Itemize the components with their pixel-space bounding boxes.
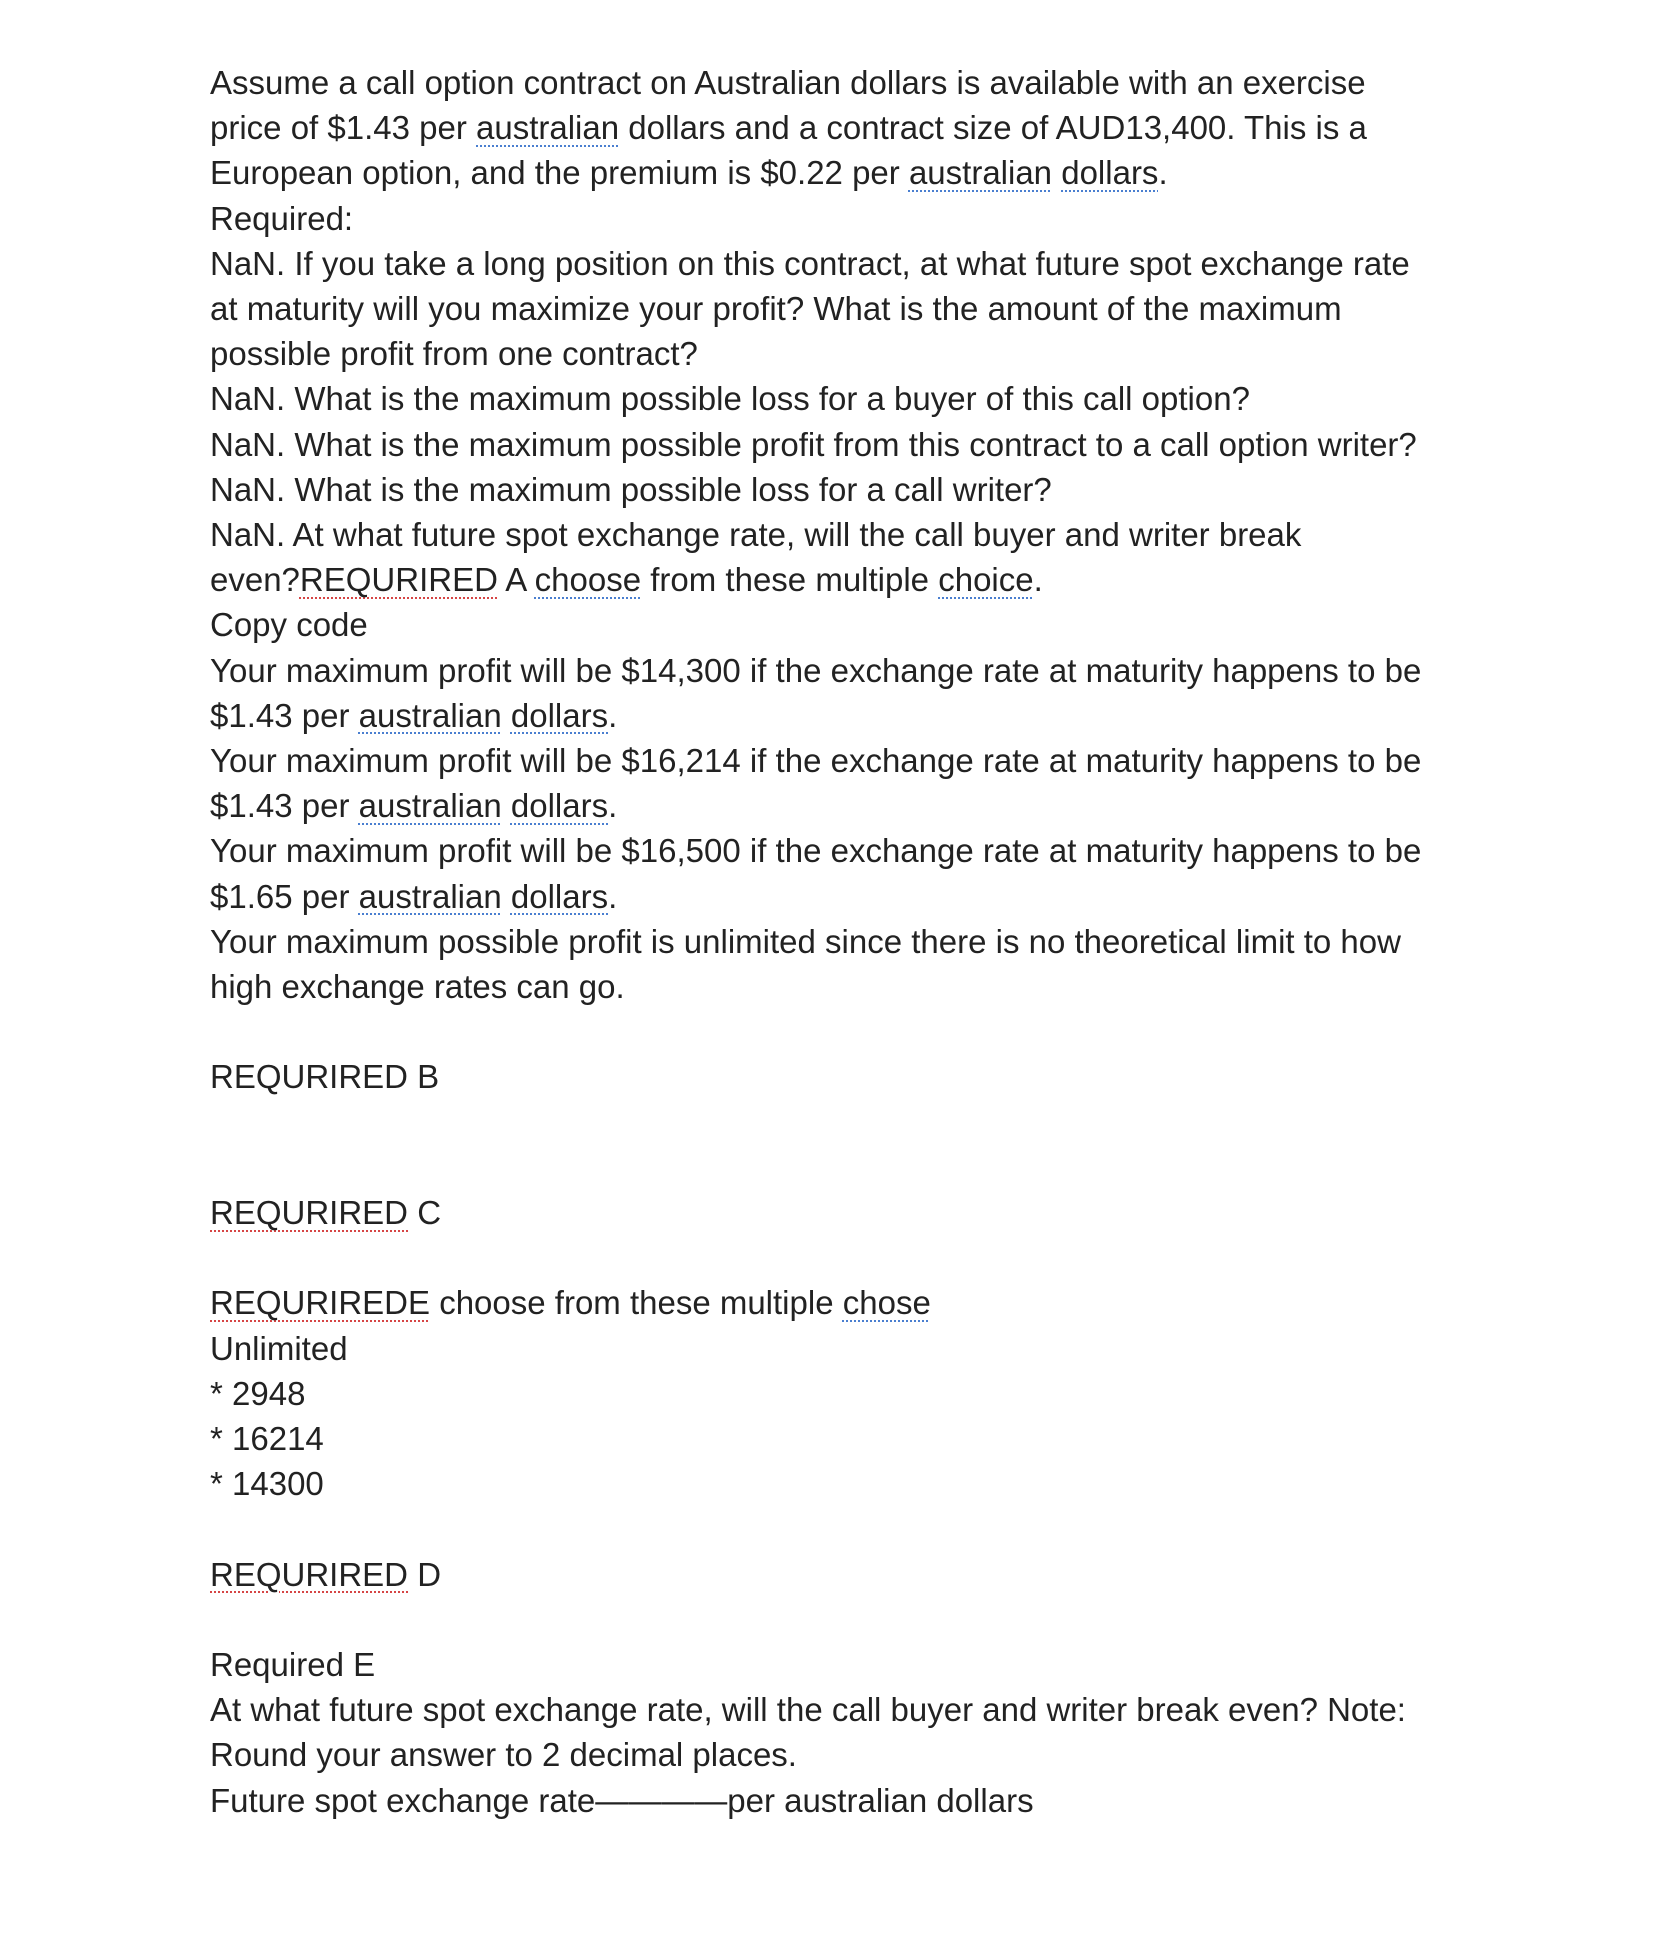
- grammar-flag[interactable]: dollars: [1061, 154, 1159, 192]
- choice-a1-line-1: Your maximum profit will be $14,300 if the exchange rate at maturity happens to be: [210, 651, 1422, 689]
- choice-a2-line-1: Your maximum profit will be $16,214 if the exchange rate at maturity happens to be: [210, 742, 1422, 780]
- spelling-flag[interactable]: REQURIRED: [299, 561, 498, 599]
- grammar-flag[interactable]: dollars: [510, 787, 609, 825]
- text: European option, and the premium is $0.22 per: [210, 154, 909, 192]
- copy-code-label: Copy code: [210, 606, 368, 644]
- required-b-heading: REQURIRED B: [210, 1058, 440, 1096]
- text: .: [608, 696, 618, 734]
- text: [1052, 154, 1061, 191]
- spelling-flag[interactable]: REQURIREDE: [210, 1284, 431, 1322]
- option-unlimited: Unlimited: [210, 1329, 348, 1367]
- grammar-flag[interactable]: australian: [358, 696, 502, 734]
- text: $1.43 per: [210, 787, 359, 825]
- text: choose from these multiple: [430, 1284, 843, 1322]
- text: .: [608, 787, 618, 825]
- spacer: [210, 1235, 1468, 1280]
- text: even?: [210, 561, 300, 599]
- choice-a3-line-1: Your maximum profit will be $16,500 if the exchange rate at maturity happens to be: [210, 832, 1422, 870]
- text: .: [608, 877, 618, 915]
- text: [502, 697, 511, 734]
- grammar-flag[interactable]: choice: [938, 561, 1034, 599]
- intro-line-1: Assume a call option contract on Australian dollars is available with an exercise: [210, 64, 1366, 101]
- spelling-flag[interactable]: REQURIRED: [210, 1194, 409, 1232]
- spacer: [210, 1009, 1468, 1054]
- choice-a2-line-2: [210, 783, 1468, 828]
- text: .: [1158, 154, 1168, 192]
- option-2948: * 2948: [210, 1374, 306, 1412]
- grammar-flag[interactable]: australian: [908, 154, 1053, 192]
- text: [502, 787, 511, 824]
- required-d-heading: [210, 1552, 1468, 1597]
- required-multi-heading: [210, 1280, 1468, 1325]
- text: $1.43 per: [210, 696, 359, 734]
- required-e-line-1: At what future spot exchange rate, will the call buyer and writer break even? Note:: [210, 1691, 1406, 1729]
- intro-line-3: [210, 150, 1468, 195]
- text: C: [408, 1194, 442, 1232]
- question-1-line-3: possible profit from one contract?: [210, 335, 698, 373]
- text: $1.65 per: [210, 877, 359, 915]
- text: D: [408, 1555, 442, 1593]
- choice-a3-line-2: [210, 874, 1468, 919]
- question-1-line-1: NaN. If you take a long position on this contract, at what future spot exchange rate: [210, 244, 1410, 282]
- text: A: [497, 561, 535, 599]
- choice-a4-line-2: high exchange rates can go.: [210, 968, 625, 1006]
- text: price of $1.43 per: [210, 109, 476, 147]
- question-3: NaN. What is the maximum possible profit from this contract to a call option writer?: [210, 425, 1417, 463]
- choice-a1-line-2: [210, 693, 1468, 738]
- text: dollars and a contract size of AUD13,400. This is a: [619, 109, 1367, 147]
- question-5-line-2: [210, 557, 1468, 602]
- required-label: Required:: [210, 199, 354, 237]
- required-e-line-3: Future spot exchange rate————per australian dollars: [210, 1781, 1034, 1819]
- question-2: NaN. What is the maximum possible loss for a buyer of this call option?: [210, 380, 1250, 418]
- required-c-heading: [210, 1190, 1468, 1235]
- grammar-flag[interactable]: dollars: [510, 877, 609, 915]
- question-4: NaN. What is the maximum possible loss for a call writer?: [210, 470, 1052, 508]
- grammar-flag[interactable]: australian: [358, 877, 502, 915]
- grammar-flag[interactable]: dollars: [510, 696, 609, 734]
- spacer: [210, 1506, 1468, 1551]
- choice-a4-line-1: Your maximum possible profit is unlimited since there is no theoretical limit to how: [210, 922, 1401, 960]
- spacer: [210, 1597, 1468, 1642]
- required-e-line-2: Round your answer to 2 decimal places.: [210, 1736, 797, 1774]
- spelling-flag[interactable]: REQURIRED: [210, 1555, 409, 1593]
- question-5-line-1: NaN. At what future spot exchange rate, will the call buyer and writer break: [210, 516, 1302, 554]
- text: [502, 878, 511, 915]
- option-16214: * 16214: [210, 1420, 324, 1458]
- text: from these multiple: [641, 561, 939, 599]
- text: .: [1033, 561, 1043, 599]
- option-14300: * 14300: [210, 1465, 324, 1503]
- grammar-flag[interactable]: australian: [358, 787, 502, 825]
- grammar-flag[interactable]: australian: [476, 109, 620, 147]
- required-e-title: Required E: [210, 1646, 376, 1684]
- question-1-line-2: at maturity will you maximize your profit? What is the amount of the maximum: [210, 290, 1342, 328]
- grammar-flag[interactable]: choose: [534, 561, 642, 599]
- spacer: [210, 1100, 1468, 1190]
- grammar-flag[interactable]: chose: [842, 1284, 931, 1322]
- intro-line-2: [210, 105, 1468, 150]
